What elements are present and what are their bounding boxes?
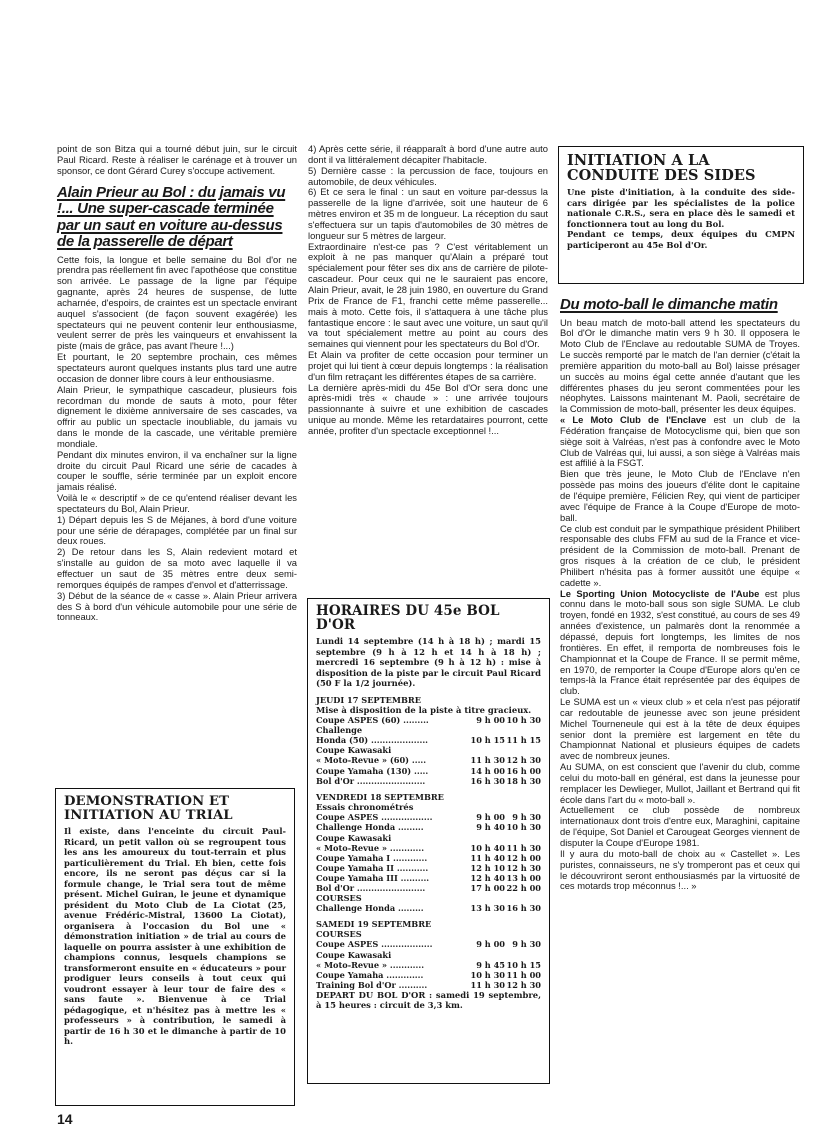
schedule-start: 9 h 40 (476, 822, 505, 833)
column-left (57, 144, 297, 623)
schedule-row (316, 745, 541, 755)
day-subheading: Essais chronométrés (316, 801, 414, 812)
schedule-end (505, 950, 541, 960)
column-middle (308, 144, 548, 437)
paragraph: Et pourtant, le 20 septembre prochain, ces mêmes spectateurs auront quelques instants plus tard une autre occasion de donner libre cours à leur enthousiasme. (57, 351, 297, 384)
paragraph: Actuellement ce club possède de nombreux internationaux dont trois d'entre eux, Maraghini, capitaine de l'équipe, Sot Daniel et Carougeat Georges viennent de disputer la Coupe d'Europe 1981. (560, 804, 800, 848)
schedule-start (469, 893, 505, 903)
schedule-row (316, 863, 541, 873)
schedule-label: Training Bol d'Or .......... (316, 979, 428, 990)
schedule-end: 18 h 30 (506, 775, 541, 786)
horaires-footer: DEPART DU BOL D'OR : samedi 19 septembre, à 15 heures : circuit de 3,3 km. (316, 989, 541, 1011)
day-subheading: Mise à disposition de la piste à titre gracieux. (316, 704, 532, 715)
schedule-end: 10 h 15 (506, 959, 541, 970)
schedule-label: « Moto-Revue » (60) ..... (316, 755, 427, 766)
schedule-label: COURSES (316, 929, 362, 940)
schedule-end: 9 h 30 (512, 812, 541, 823)
club-name: « Le Moto Club de l'Enclave (560, 414, 707, 426)
schedule-row (316, 980, 541, 990)
schedule-start: 10 h 30 (470, 969, 505, 980)
paragraph: 4) Après cette série, il réapparaît à bord d'une autre auto dont il va littéralement décapiter l'habitacle. (308, 143, 548, 165)
schedule-label: Coupe Yamaha II ........... (316, 862, 429, 873)
schedule-start: 14 h 00 (470, 765, 505, 776)
schedule-end: 16 h 30 (506, 903, 541, 914)
schedule-end: 11 h 00 (506, 969, 541, 980)
schedule-end: 12 h 30 (506, 755, 541, 766)
schedule-end (505, 893, 541, 903)
schedule-row (316, 929, 541, 939)
column-right (560, 297, 800, 892)
schedule-row (316, 725, 541, 735)
schedule-label: Challenge Honda ......... (316, 903, 424, 914)
schedule-start (469, 929, 505, 939)
schedule-end: 10 h 30 (506, 715, 541, 726)
paragraph: 2) De retour dans les S, Alain redevient motard et s'installe au guidon de sa moto avec laquelle il va effectuer un saut de 35 mètres entre deux semi-remorques équipés de rampes d'envol et d'atterrissage. (57, 546, 297, 590)
schedule-end (505, 833, 541, 843)
schedule-row (316, 903, 541, 913)
schedule-start: 16 h 30 (470, 775, 505, 786)
schedule-end: 11 h 15 (506, 735, 541, 746)
paragraph: Il y aura du moto-ball de choix au « Castellet ». Les puristes, connaisseurs, ne s'y tromperont pas et ceux qui le découvriront seront enthousiasmés par la virtuosité de ces motards trop méconnus !... » (560, 847, 800, 892)
schedule-start: 9 h 00 (476, 939, 505, 950)
trial-box-text: Il existe, dans l'enceinte du circuit Paul-Ricard, un petit vallon où se regroupent tous les ans les amoureux du tout-terrain et plus particulièrement du Trial. Eh bien, cette fois encore, ils ne seront pas déçus car si la formule change, le Trial sera tout de même présent. Michel Guiran, le jeune et dynamique président du Moto Club de La Ciotat (25, avenue Frédéric-Mistral, 13600 La Ciotat), organisera à l'occasion du Bol une « démonstration initiation » de trial au cours de laquelle on pourra assister à une exhibition de champions connus, lesquels champions se transformeront ensuite en « éducateurs » pour prodiguer leurs conseils à tout ceux qui voudront essayer à leur tour de faire des « sans faute ». Bienvenue à ce Trial pédagogique, et n'hésitez pas à mettre les « professeurs » à contribution, le samedi à partir de 16 h 30 et le dimanche à partir de 10 h. (64, 826, 286, 1046)
schedule-row (316, 883, 541, 893)
club-name: Le Sporting Union Motocycliste de l'Aube (560, 587, 760, 599)
schedule-label: « Moto-Revue » ............ (316, 842, 425, 853)
schedule-row (316, 853, 541, 863)
schedule-table-friday (316, 812, 541, 913)
schedule-row (316, 970, 541, 980)
schedule-end: 11 h 30 (506, 842, 541, 853)
schedule-end: 12 h 00 (506, 852, 541, 863)
schedule-row (316, 776, 541, 786)
schedule-end: 22 h 00 (506, 883, 541, 893)
paragraph: La dernière après-midi du 45e Bol d'Or sera donc une après-midi très « chaude » : une arrivée toujours passionnante à suivre et une exhibition de cascades unique au monde. Même les retardataires pourront, cette année, profiter d'un spectacle exceptionnel !... (308, 381, 548, 436)
schedule-row (316, 715, 541, 725)
schedule-row (316, 950, 541, 960)
schedule-end: 13 h 00 (506, 872, 541, 883)
intro-paragraph: point de son Bitza qui a tourné début juin, sur le circuit Paul Ricard. Reste à réaliser le carénage et à trouver un sponsor, ce dont Gérard Curey s'occupe activement. (57, 143, 297, 176)
paragraph: Alain Prieur, le sympathique cascadeur, plusieurs fois recordman du monde de sauts à moto, pour fêter dignement le dixième anniversaire de ses cascades, va offrir au public un spectacle inoubliable, du jamais vu dans le monde de la cascade, une véritable première mondiale. (57, 383, 297, 449)
schedule-label: Challenge Honda ......... (316, 822, 424, 833)
prieur-headline: Alain Prieur au Bol : du jamais vu !... Une super-cascade terminée par un saut en voiture au-dessus de la passerelle de départ (57, 183, 286, 251)
paragraph: Cette fois, la longue et belle semaine du Bol d'or ne prendra pas réellement fin avec l'apothéose que constitue son arrivée. Le passage de la ligne par l'équipe gagnante, après 24 heures de suspense, de lutte acharnée, d'espoirs, de craintes est un spectacle envirant auquel s'associent (de façon souvent exagérée) les spectateurs qui ne peuvent contenir leur enthousiasme, veulent serrer de près les vainqueurs et envahissent la piste (mais de grâce, pas avant l'heure !...) (57, 253, 297, 352)
paragraph: Et Alain va profiter de cette occasion pour terminer un projet qui lui tient à cœur depuis longtemps : la réalisation d'un film retraçant les différentes étapes de sa carrière. (308, 349, 548, 382)
sides-box-title: INITIATION A LA CONDUITE DES SIDES (567, 152, 756, 184)
paragraph-text: est un club de la Fédération française de Motocyclisme qui, bien que son siège soit à Valréas, n'est pas à confondre avec le Moto Club de Valréas qui, lui aussi, a son siège à Valréas mais est affilié à la FSGT. (560, 414, 800, 469)
schedule-end (505, 745, 541, 755)
schedule-label: Coupe Kawasaki (316, 832, 392, 843)
paragraph: Le SUMA est un « vieux club » et cela n'est pas péjoratif car redoutable de jeunesse avec son jeune président Michel Tourneneule qui est à la tête de deux équipes senior dont la première est largement en tête du Championnat National et plusieurs équipes de cadets avec de nombreux jeunes. (560, 696, 800, 762)
paragraph: Ce club est conduit par le sympathique président Philibert responsable des clubs FFM au sud de la France et vice-président de la Commission de moto-ball. Prenant de gros risques à la création de ce club, le président Philibert n'hésita pas à former aussitôt une équipe « cadette ». (560, 522, 800, 588)
motoball-headline: Du moto-ball le dimanche matin (560, 296, 778, 313)
schedule-label: Coupe ASPES (60) ......... (316, 715, 429, 726)
schedule-label: Coupe Kawasaki (316, 745, 392, 756)
paragraph: 1) Départ depuis les S de Méjanes, à bord d'une voiture pour une série de dérapages, complétée par un final sur deux roues. (57, 513, 297, 547)
schedule-label: « Moto-Revue » ............ (316, 959, 425, 970)
paragraph (560, 589, 800, 697)
schedule-table-saturday (316, 929, 541, 990)
schedule-end: 10 h 30 (506, 822, 541, 833)
horaires-title: HORAIRES DU 45e BOL D'OR (316, 603, 500, 633)
trial-box-title: DEMONSTRATION ET INITIATION AU TRIAL (64, 794, 233, 823)
schedule-start: 10 h 15 (470, 735, 505, 746)
schedule-start (469, 950, 505, 960)
page-number: 14 (57, 1111, 73, 1127)
schedule-start: 9 h 00 (476, 715, 505, 726)
schedule-row (316, 939, 541, 949)
schedule-label: COURSES (316, 893, 362, 904)
schedule-end: 12 h 30 (506, 862, 541, 873)
schedule-row (316, 755, 541, 765)
schedule-start: 9 h 00 (476, 812, 505, 823)
schedule-label: Coupe ASPES .................. (316, 939, 433, 950)
schedule-start (469, 745, 505, 755)
schedule-label: Bol d'Or ........................ (316, 775, 426, 786)
schedule-row (316, 766, 541, 776)
day-heading: JEUDI 17 SEPTEMBRE (316, 694, 421, 705)
schedule-end: 9 h 30 (512, 939, 541, 950)
day-heading: SAMEDI 19 SEPTEMBRE (316, 919, 432, 930)
schedule-start: 9 h 45 (476, 959, 505, 970)
schedule-row (316, 812, 541, 822)
schedule-label: Honda (50) .................... (316, 735, 429, 746)
day-heading: VENDREDI 18 SEPTEMBRE (316, 791, 444, 802)
schedule-row (316, 893, 541, 903)
schedule-start: 12 h 10 (470, 862, 505, 873)
paragraph: 3) Début de la séance de « casse ». Alain Prieur arrivera des S à bord d'un véhicule automobile pour une série de tonneaux. (57, 589, 297, 623)
paragraph: Pendant dix minutes environ, il va enchaîner sur la ligne droite du circuit Paul Ricard une série de cacades à couper le souffle, série terminée par un exploit encore jamais réalisé. (57, 448, 297, 493)
schedule-start: 11 h 30 (470, 755, 505, 766)
schedule-label: Coupe Yamaha I ............ (316, 852, 428, 863)
paragraph: Bien que très jeune, le Moto Club de l'Enclave n'en possède pas moins des joueurs d'élite dont le capitaine de l'équipe première, Félicien Rey, qui vient de participer avec l'équipe de France à la Coupe d'Europe de moto-ball. (560, 468, 800, 523)
sides-box (558, 146, 804, 284)
paragraph: Un beau match de moto-ball attend les spectateurs du Bol d'Or le dimanche matin vers 9 h 30. Il opposera le Moto Club de l'Enclave au redoutable SUMA de Troyes. Le succès remporté par le match de l'an dernier (c'était la première apparition du moto-ball au Bol) laisse présager un succès au moins égal cette année d'autant que les différentes phases du jeu seront commentées pour les néophytes. Laissons maintenant M. Paoli, secrétaire de la Commission de moto-ball, présenter les deux équipes. (560, 316, 800, 415)
schedule-start (469, 725, 505, 735)
schedule-end: 16 h 00 (506, 765, 541, 776)
horaires-intro: Lundi 14 septembre (14 h à 18 h) ; mardi 15 septembre (9 h à 12 h et 14 h à 18 h) ; mercredi 16 septembre (9 h à 12 h) : mise à disposition de la piste par le circuit Paul Ricard (50 F la 1/2 journée). (316, 636, 541, 688)
schedule-label: Coupe Yamaha ............. (316, 969, 424, 980)
trial-box (55, 788, 295, 1106)
schedule-start: 13 h 30 (470, 903, 505, 914)
paragraph: Extraordinaire n'est-ce pas ? C'est véritablement un exploit à ne pas manquer qu'Alain a préparé tout spécialement pour fêter ses dix ans de carrière de pilote-cascadeur. Pour ceux qui ne le sauraient pas encore, Alain Prieur, avait, le 28 juin 1980, en ouverture du Grand Prix de France de F1, franchi cette même passerelle... mais à moto. Cette fois, il s'attaquera à une tâche plus fantastique encore : le saut avec une voiture, un saut qu'il va tout spécialement mettre au point au cours des semaines qui viennent pour les spectateurs du Bol d'Or. (308, 240, 548, 350)
schedule-end (505, 725, 541, 735)
paragraph: 6) Et ce sera le final : un saut en voiture par-dessus la passerelle de la ligne d'arrivée, soit une hauteur de 6 mètres environ et 35 m de longueur. La réception du saut s'effectuera sur un tapis d'automobiles de 30 mètres de longueur sur 5 mètres de largeur. (308, 186, 548, 241)
schedule-end (505, 929, 541, 939)
schedule-label: Bol d'Or ........................ (316, 883, 426, 893)
schedule-label: Coupe Kawasaki (316, 949, 392, 960)
schedule-label: Challenge (316, 725, 363, 736)
schedule-table-thursday (316, 715, 541, 786)
schedule-start: 11 h 30 (470, 979, 505, 990)
schedule-row (316, 833, 541, 843)
schedule-row (316, 843, 541, 853)
schedule-row (316, 960, 541, 970)
schedule-label: Coupe Yamaha (130) ..... (316, 765, 429, 776)
schedule-start (469, 833, 505, 843)
schedule-start: 12 h 40 (470, 872, 505, 883)
schedule-row (316, 822, 541, 832)
schedule-start: 10 h 40 (470, 842, 505, 853)
schedule-label: Coupe ASPES .................. (316, 812, 433, 823)
schedule-row (316, 735, 541, 745)
paragraph (560, 415, 800, 469)
sides-box-text: Une piste d'initiation, à la conduite des side-cars dirigée par les spécialistes de la police nationale C.R.S., sera en place dès le samedi et fonctionnera tout au long du Bol. (567, 187, 795, 229)
paragraph: 5) Dernière casse : la percussion de face, toujours en automobile, de deux véhicules. (308, 164, 548, 187)
schedule-row (316, 873, 541, 883)
paragraph: Voilà le « descriptif » de ce qu'entend réaliser devant les spectateurs du Bol, Alain Prieur. (57, 492, 297, 514)
paragraph-text: est plus connu dans le moto-ball sous son sigle SUMA. Le club troyen, fondé en 1932, s'est constitué, au cours de ses 49 années d'existence, un palmarès dont la renommée a dépassé, depuis fort longtemps, les limites de nos frontières. En effet, il remporta de nombreuses fois le Championnat et la Coupe de France. Il se permit même, en 1970, de remporter la Coupe d'Europe alors qu'en ce temps-là la France était représentée par des équipes de club. (560, 587, 800, 697)
sides-box-text: Pendant ce temps, deux équipes du CMPN participeront au 45e Bol d'Or. (567, 229, 795, 250)
paragraph: Au SUMA, on est conscient que l'avenir du club, comme celui du moto-ball en général, est dans la jeunesse pour remplacer les Dewlieger, Mullot, Jaillant et Bertrand qui fit école dans l'art du « moto-ball ». (560, 761, 800, 805)
schedule-start: 11 h 40 (470, 852, 505, 863)
schedule-start: 17 h 00 (470, 883, 505, 893)
schedule-label: Coupe Yamaha III .......... (316, 872, 430, 883)
schedule-end: 12 h 30 (506, 979, 541, 990)
horaires-box (307, 598, 550, 1084)
